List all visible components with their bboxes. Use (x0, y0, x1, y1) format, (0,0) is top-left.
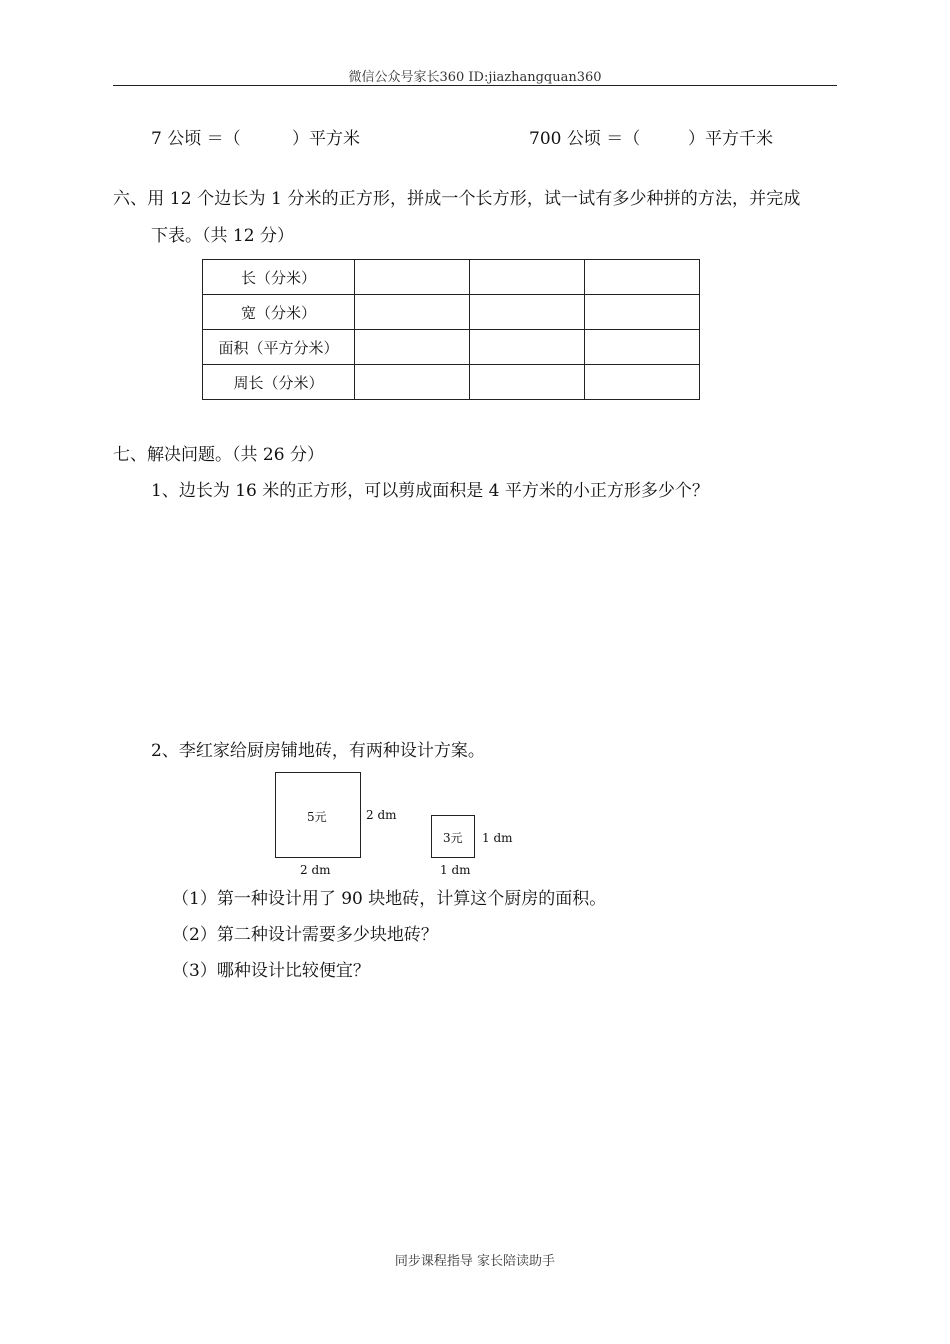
sub-question-1: （1）第一种设计用了 90 块地砖，计算这个厨房的面积。 (172, 889, 607, 909)
conversion-left-prefix: 7 公顷 ＝（ (151, 129, 241, 149)
answer-cell[interactable] (355, 330, 470, 365)
sub-question-3: （3）哪种设计比较便宜？ (172, 961, 370, 981)
header-rule (113, 85, 837, 86)
row-label-area: 面积（平方分米） (203, 330, 355, 365)
table-row (203, 295, 700, 330)
row-label-length: 长（分米） (203, 260, 355, 295)
answer-cell[interactable] (355, 365, 470, 400)
question-1: 1、边长为 16 米的正方形，可以剪成面积是 4 平方米的小正方形多少个？ (151, 481, 709, 501)
conversion-right-prefix: 700 公顷 ＝（ (529, 129, 641, 149)
answer-cell[interactable] (470, 330, 585, 365)
answer-cell[interactable] (585, 330, 700, 365)
sub-question-2: （2）第二种设计需要多少块地砖？ (172, 925, 438, 945)
row-label-width: 宽（分米） (203, 295, 355, 330)
small-tile-side-label: 1 dm (482, 831, 513, 845)
large-tile-bottom-label: 2 dm (300, 863, 331, 877)
answer-cell[interactable] (585, 365, 700, 400)
answer-cell[interactable] (355, 260, 470, 295)
question-2: 2、李红家给厨房铺地砖，有两种设计方案。 (151, 741, 485, 761)
large-tile-side-label: 2 dm (366, 808, 397, 822)
row-label-perimeter: 周长（分米） (203, 365, 355, 400)
small-tile-bottom-label: 1 dm (440, 863, 471, 877)
table-row (203, 330, 700, 365)
answer-cell[interactable] (470, 260, 585, 295)
page-header: 微信公众号家长360 ID:jiazhangquan360 (348, 70, 602, 85)
rectangle-table (202, 259, 700, 400)
answer-cell[interactable] (470, 365, 585, 400)
section7-title: 七、解决问题。（共 26 分） (113, 445, 324, 465)
conversion-right-suffix: ）平方千米 (688, 129, 773, 149)
page-footer: 同步课程指导 家长陪读助手 (394, 1254, 556, 1269)
small-tile-price: 3元 (443, 831, 463, 845)
large-tile-price: 5元 (307, 810, 327, 824)
answer-cell[interactable] (585, 260, 700, 295)
section6-question-line2: 下表。（共 12 分） (151, 226, 294, 246)
answer-cell[interactable] (585, 295, 700, 330)
conversion-left-suffix: ）平方米 (292, 129, 360, 149)
answer-cell[interactable] (470, 295, 585, 330)
table-row (203, 365, 700, 400)
section6-question-line1: 六、用 12 个边长为 1 分米的正方形，拼成一个长方形，试一试有多少种拼的方法，并完成 (113, 189, 801, 209)
table-row (203, 260, 700, 295)
answer-cell[interactable] (355, 295, 470, 330)
